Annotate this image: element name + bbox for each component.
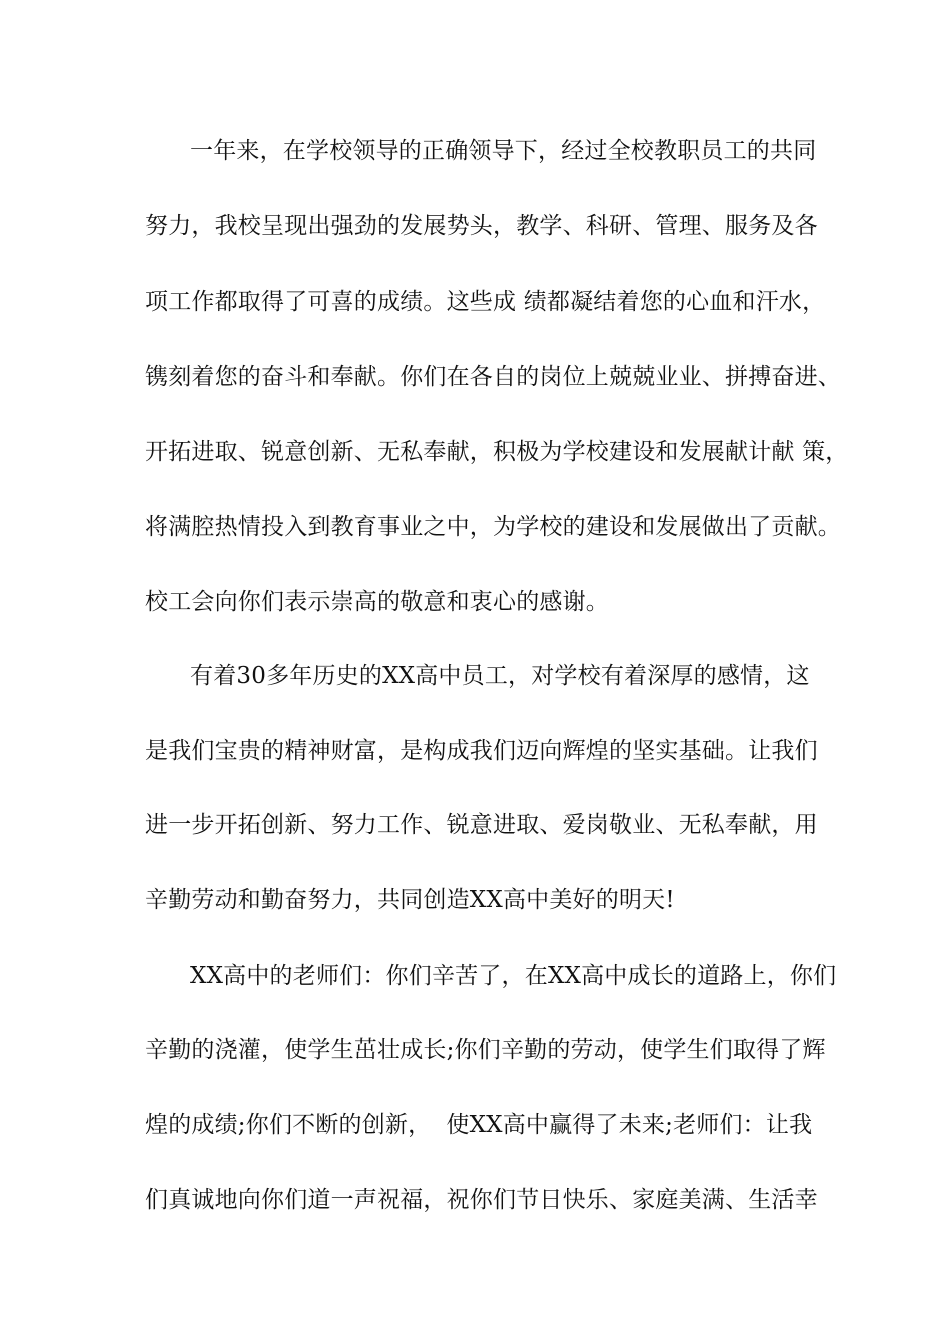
paragraph-1-line-3: 项工作都取得了可喜的成绩。这些成 绩都凝结着您的心血和汗水， — [145, 289, 826, 315]
paragraph-1-line-7: 校工会向你们表示崇高的敬意和衷心的感谢。 — [145, 589, 609, 615]
paragraph-2-line-4: 辛勤劳动和勤奋努力，共同创造XX高中美好的明天! — [145, 887, 675, 913]
paragraph-2-line-1: 有着30多年历史的XX高中员工，对学校有着深厚的感情，这 — [190, 663, 810, 689]
paragraph-1-line-1: 一年来，在学校领导的正确领导下，经过全校教职员工的共同 — [190, 138, 817, 164]
paragraph-3-line-4: 们真诚地向你们道一声祝福，祝你们节日快乐、家庭美满、生活幸 — [145, 1187, 818, 1213]
paragraph-2-line-2: 是我们宝贵的精神财富，是构成我们迈向辉煌的坚实基础。让我们 — [145, 738, 818, 764]
paragraph-1-line-6: 将满腔热情投入到教育事业之中，为学校的建设和发展做出了贡献。 — [145, 514, 841, 540]
paragraph-1-line-2: 努力，我校呈现出强劲的发展势头，教学、科研、管理、服务及各 — [145, 213, 818, 239]
paragraph-3-line-3: 煌的成绩;你们不断的创新， 使XX高中赢得了未来;老师们：让我 — [145, 1112, 813, 1138]
paragraph-3-line-1: XX高中的老师们：你们辛苦了，在XX高中成长的道路上，你们 — [190, 963, 837, 989]
paragraph-1-line-5: 开拓进取、锐意创新、无私奉献，积极为学校建设和发展献计献 策， — [145, 439, 849, 465]
paragraph-1-line-4: 镌刻着您的奋斗和奉献。你们在各自的岗位上兢兢业业、拼搏奋进、 — [145, 364, 841, 390]
paragraph-2-line-3: 进一步开拓创新、努力工作、锐意进取、爱岗敬业、无私奉献，用 — [145, 812, 818, 838]
paragraph-3-line-2: 辛勤的浇灌，使学生茁壮成长;你们辛勤的劳动，使学生们取得了辉 — [145, 1037, 826, 1063]
